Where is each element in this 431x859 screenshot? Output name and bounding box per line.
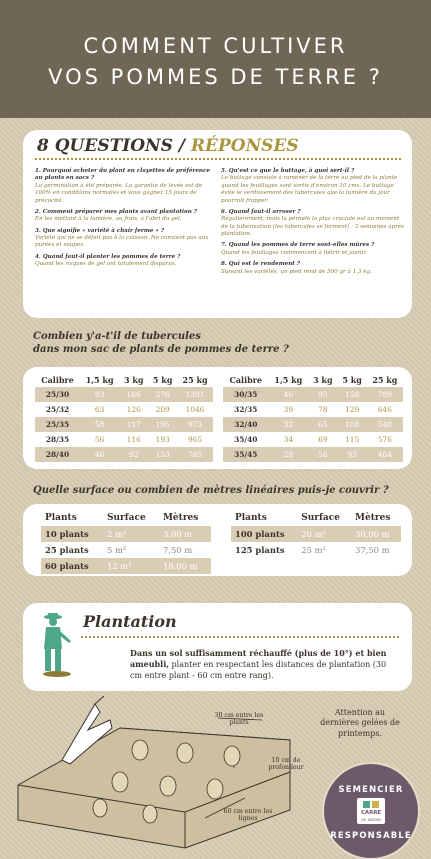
table-cell: 12 m²	[103, 558, 159, 574]
answer-7: Quand les feuillages commencent à flétrir et jaunir.	[221, 249, 368, 256]
answer-5: Le buttage consiste à ramener de la terre au pied de la plante quand les feuillages sont sortis d'environ 10 cms. Le buttage évite le verdissement des tubercules que la lumière du jour pourrait frapper.	[221, 175, 398, 204]
table-cell: 20 m²	[297, 526, 351, 542]
table-cell: 100 plants	[231, 526, 297, 542]
table-cell: 28	[269, 447, 309, 462]
column-header: 5 kg	[152, 375, 173, 385]
header-banner	[0, 0, 431, 118]
question-7: 7. Quand les pommes de terre sont-elles mûres ?	[221, 242, 375, 249]
table-cell: 35/40	[223, 432, 269, 447]
table-cell: 46	[80, 447, 119, 462]
calibre-heading-line-1: Combien y'a-t'il de tubercules	[33, 331, 201, 342]
answer-1: La germination a été préparée. La garantie de levée est de 100% en conditions normales et vous gagnez 15 jours de précocité.	[35, 182, 203, 204]
logo-square-yellow	[372, 801, 379, 808]
table-cell: 276	[148, 387, 177, 402]
table-header-row	[35, 373, 213, 387]
calibre-table-left	[35, 373, 213, 462]
table-row	[35, 447, 213, 462]
table-cell: 116	[119, 432, 148, 447]
column-header: Mètres	[162, 513, 199, 523]
questions-heading-part2: RÉPONSES	[190, 136, 299, 156]
table-cell: 117	[119, 417, 148, 432]
table-cell: 193	[148, 432, 177, 447]
table-cell: 166	[119, 387, 148, 402]
planting-diagram	[0, 690, 320, 855]
table-row	[223, 417, 403, 432]
table-cell: 32	[269, 417, 309, 432]
table-cell: 78	[308, 402, 337, 417]
table-row	[35, 417, 213, 432]
table-row	[231, 542, 401, 558]
table-cell: 25/32	[35, 402, 80, 417]
plantation-title: Plantation	[83, 612, 177, 631]
question-8: 8. Qui est le rendement ?	[221, 261, 301, 268]
table-row	[35, 432, 213, 447]
table-cell: 30/35	[223, 387, 269, 402]
label-plant-spacing: 30 cm entre les plants	[214, 712, 264, 727]
label-depth: 10 cm de profondeur	[268, 757, 304, 772]
table-cell: 2 m²	[103, 526, 159, 542]
table-row	[41, 542, 211, 558]
logo-square-green	[363, 801, 370, 808]
badge-top-text: SEMENCIER	[338, 784, 404, 794]
table-cell: 789	[367, 387, 403, 402]
table-cell: 58	[80, 417, 119, 432]
table-cell: 126	[119, 402, 148, 417]
column-header: 5 kg	[342, 375, 362, 385]
questions-heading	[37, 136, 299, 156]
question-6: 6. Quand faut-il arroser ?	[221, 208, 301, 215]
table-row	[231, 526, 401, 542]
questions-right-column	[221, 168, 405, 280]
table-cell: 108	[337, 417, 366, 432]
table-cell: 30,00 m	[351, 526, 401, 542]
plantation-divider	[81, 636, 399, 638]
answer-3: Variété qui ne se défait pas à la cuisson. Ne convient pas aux purées et soupes.	[35, 235, 209, 249]
label-row-spacing: 60 cm entre les lignes	[223, 808, 273, 823]
table-row	[35, 402, 213, 417]
table-cell: 32/35	[223, 402, 269, 417]
column-header: 25 kg	[182, 375, 208, 385]
table-cell: 646	[367, 402, 403, 417]
table-cell: 464	[367, 447, 403, 462]
column-header: Calibre	[229, 375, 263, 385]
table-cell: 69	[308, 432, 337, 447]
answer-4: Quand les risques de gel ont totalement disparus.	[35, 261, 177, 268]
gardener-icon	[35, 611, 75, 681]
table-row	[223, 402, 403, 417]
table-cell: 5 m²	[106, 545, 127, 555]
table-header-row	[41, 510, 211, 526]
table-cell: 965	[177, 432, 213, 447]
table-cell: 25/30	[35, 387, 80, 402]
plantation-text-bold: Dans un sol suffisamment réchauffé (plus de 10°) et bien ameubli,	[130, 648, 387, 670]
table-row	[41, 526, 211, 542]
plantation-text	[130, 648, 400, 681]
column-header: Calibre	[41, 375, 74, 385]
table-header-row	[231, 510, 401, 526]
table-cell: 28/35	[35, 432, 80, 447]
table-cell: 93	[337, 447, 366, 462]
table-cell: 195	[148, 417, 177, 432]
table-cell: 35/45	[223, 447, 269, 462]
table-cell: 18,00 m	[159, 558, 211, 574]
table-cell: 60 plants	[41, 558, 103, 574]
surface-table-right	[231, 510, 401, 558]
table-cell: 25 m²	[301, 545, 326, 555]
calibre-heading	[33, 331, 403, 356]
table-cell: 56	[80, 432, 119, 447]
table-cell: 158	[337, 387, 366, 402]
column-header: 3 kg	[313, 375, 333, 385]
calibre-card	[23, 367, 412, 469]
question-2: 2. Comment préparer mes plants avant plantation ?	[35, 208, 198, 215]
surface-table-left	[41, 510, 211, 574]
table-cell: 153	[148, 447, 177, 462]
column-header: 1,5 kg	[85, 375, 114, 385]
table-cell: 25/35	[35, 417, 80, 432]
table-cell: 83	[80, 387, 119, 402]
carre-de-jardin-logo	[357, 798, 385, 824]
table-cell: 65	[308, 417, 337, 432]
table-cell: 46	[269, 387, 309, 402]
table-cell: 34	[269, 432, 309, 447]
table-cell: 7,50 m	[162, 545, 193, 555]
table-cell: 63	[80, 402, 119, 417]
table-cell: 125 plants	[235, 545, 285, 555]
column-header: Plants	[235, 513, 267, 523]
table-cell: 28/40	[35, 447, 80, 462]
table-cell: 37,50 m	[355, 545, 390, 555]
table-header-row	[223, 373, 403, 387]
calibre-heading-line-2: dans mon sac de plants de pommes de terre ?	[33, 343, 289, 355]
column-header: 25 kg	[372, 375, 398, 385]
column-header: 3 kg	[123, 375, 144, 385]
calibre-table-right	[223, 373, 403, 462]
logo-text: CARRE	[360, 810, 382, 816]
table-cell: 92	[119, 447, 148, 462]
table-cell: 3,00 m	[159, 526, 211, 542]
dotted-divider	[35, 158, 401, 160]
title-line-2: VOS POMMES DE TERRE ?	[48, 65, 383, 89]
table-cell: 540	[367, 417, 403, 432]
table-cell: 32/40	[223, 417, 269, 432]
surface-heading: Quelle surface ou combien de mètres linéaires puis-je couvrir ?	[33, 485, 389, 496]
title-line-1: COMMENT CULTIVER	[83, 34, 348, 58]
table-row	[35, 387, 213, 402]
column-header: 1,5 kg	[274, 375, 303, 385]
table-cell: 209	[148, 402, 177, 417]
question-5: 5. Qu'est ce que le buttage, à quoi sert-il ?	[221, 168, 355, 174]
column-header: Plants	[45, 513, 77, 523]
question-3: 3. Que signifie « variété à chair ferme » ?	[35, 227, 164, 234]
column-header: Surface	[301, 513, 340, 523]
column-header: Surface	[106, 513, 146, 523]
answer-8: Suivant les variétés, un pied rend de 500 gr à 1,3 kg.	[221, 268, 373, 275]
questions-heading-part1: 8 QUESTIONS /	[37, 136, 191, 156]
table-cell: 765	[177, 447, 213, 462]
table-cell: 576	[367, 432, 403, 447]
semencier-responsable-badge	[322, 762, 420, 859]
surface-card	[23, 504, 412, 576]
answer-2: En les mettant à la lumière, au frais, à l'abri du gel.	[35, 216, 182, 223]
table-cell: 95	[308, 387, 337, 402]
column-header: Mètres	[355, 513, 391, 523]
plantation-text-rest: planter en respectant les distances de plantation (30 cm entre plant - 60 cm entre rang).	[130, 660, 387, 680]
questions-left-column	[35, 168, 217, 273]
table-cell: 10 plants	[41, 526, 103, 542]
plantation-card	[23, 603, 412, 691]
table-cell: 115	[337, 432, 366, 447]
question-1: 1. Pourquoi acheter du plant en clayettes de préférence au plants en sacs ?	[35, 168, 210, 182]
frost-warning: Attention au dernières gelées de printemps.	[320, 708, 400, 738]
table-row	[223, 432, 403, 447]
questions-card	[23, 130, 412, 318]
table-cell: 973	[177, 417, 213, 432]
answer-6: Régulièrement, mais la période la plus cruciale est au moment de la tubérisation (les tubercules se forment) : 3 semaines après plantation.	[221, 216, 405, 237]
table-row	[41, 558, 211, 574]
table-cell: 1381	[177, 387, 213, 402]
badge-bottom-text: RESPONSABLE	[330, 830, 412, 840]
table-row	[223, 447, 403, 462]
table-cell: 56	[308, 447, 337, 462]
table-cell: 39	[269, 402, 309, 417]
table-cell: 25 plants	[45, 545, 89, 555]
logo-subtext: DE JARDIN	[361, 817, 381, 822]
table-row	[223, 387, 403, 402]
table-cell: 129	[337, 402, 366, 417]
question-4: 4. Quand faut-il planter les pommes de terre ?	[35, 253, 181, 260]
table-cell: 1046	[177, 402, 213, 417]
